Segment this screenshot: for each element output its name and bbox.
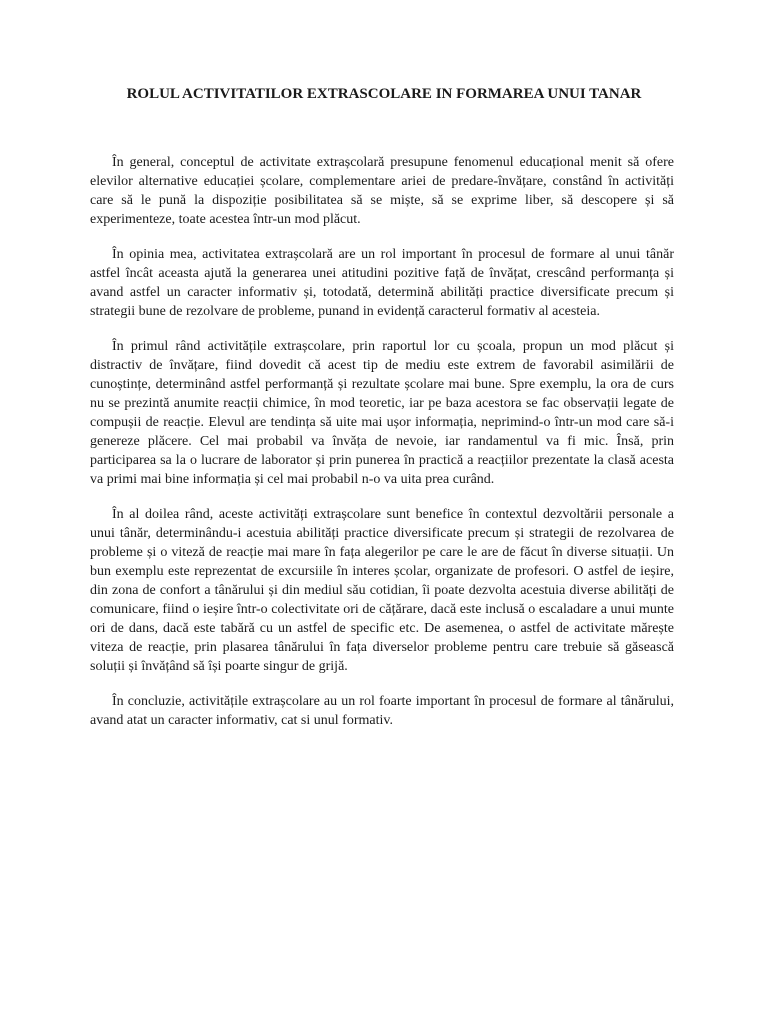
paragraph-4: În al doilea rând, aceste activități extrașcolare sunt benefice în contextul dezvoltării personale a unui tânăr, determinându-i acestuia abilități practice diversificate precum și strategii de rezolvarea de probleme și o viteză de reacție mai mare în fața alegerilor pe care le are de făcut în diverse situații. Un bun exemplu este reprezentat de excursiile în interes școlar, organizate de profesori. O astfel de ieșire, din zona de confort a tânărului și din mediul său cotidian, îi poate dezvolta acestuia diverse abilități de comunicare, fiind o ieșire într-o colectivitate ori de cățărare, dacă este inclusă o escaladare a unui munte ori de dans, dacă este tabără cu un astfel de specific etc. De asemenea, o astfel de activitate mărește viteza de reacție, prin plasarea tânărului în fața diverselor probleme pentru care trebuie să găsească soluții și învățând să își poarte singur de grijă. [90, 507, 674, 674]
document-title: ROLUL ACTIVITATILOR EXTRASCOLARE IN FORMAREA UNUI TANAR [126, 86, 642, 102]
paragraph-5: În concluzie, activitățile extrașcolare au un rol foarte important în procesul de formare al tânărului, avand atat un caracter informativ, cat si unul formativ. [90, 694, 674, 728]
paragraph-2: În opinia mea, activitatea extrașcolară are un rol important în procesul de formare al unui tânăr astfel încât aceasta ajută la generarea unei atitudini pozitive față de învățat, crescând performanța și avand astfel un caracter informativ și, totodată, determină abilități practice diversificate precum și strategii bune de rezolvare de probleme, punand in evidență caracterul formativ al acesteia. [90, 247, 674, 319]
document-body [90, 153, 674, 746]
paragraph-1: În general, conceptul de activitate extrașcolară presupune fenomenul educațional menit să ofere elevilor alternative educației școlare, complementare ariei de predare-învățare, constând în activități care să le pună la dispoziție posibilitatea să se miște, să se exprime liber, să descopere și să experimenteze, toate acestea într-un mod plăcut. [90, 155, 674, 227]
paragraph-3: În primul rând activitățile extrașcolare, prin raportul lor cu școala, propun un mod plăcut și distractiv de învățare, fiind dovedit că acest tip de mediu este extrem de favorabil asimilării de cunoștințe, determinând astfel performanță și rezultate școlare mai bune. Spre exemplu, la ora de curs nu se prezintă anumite reacții chimice, în mod teoretic, iar pe baza acestora se fac observații legate de compușii de reacție. Elevul are tendința să uite mai ușor informația, neprimind-o într-un mod care să-i genereze plăcere. Cel mai probabil va învăța de nevoie, iar randamentul va fi mic. Însă, prin participarea sa la o lucrare de laborator și prin punerea în practică a reacțiilor prezentate la clasă acesta va primi mai bine informația și cel mai probabil n-o va uita prea curând. [90, 339, 674, 487]
